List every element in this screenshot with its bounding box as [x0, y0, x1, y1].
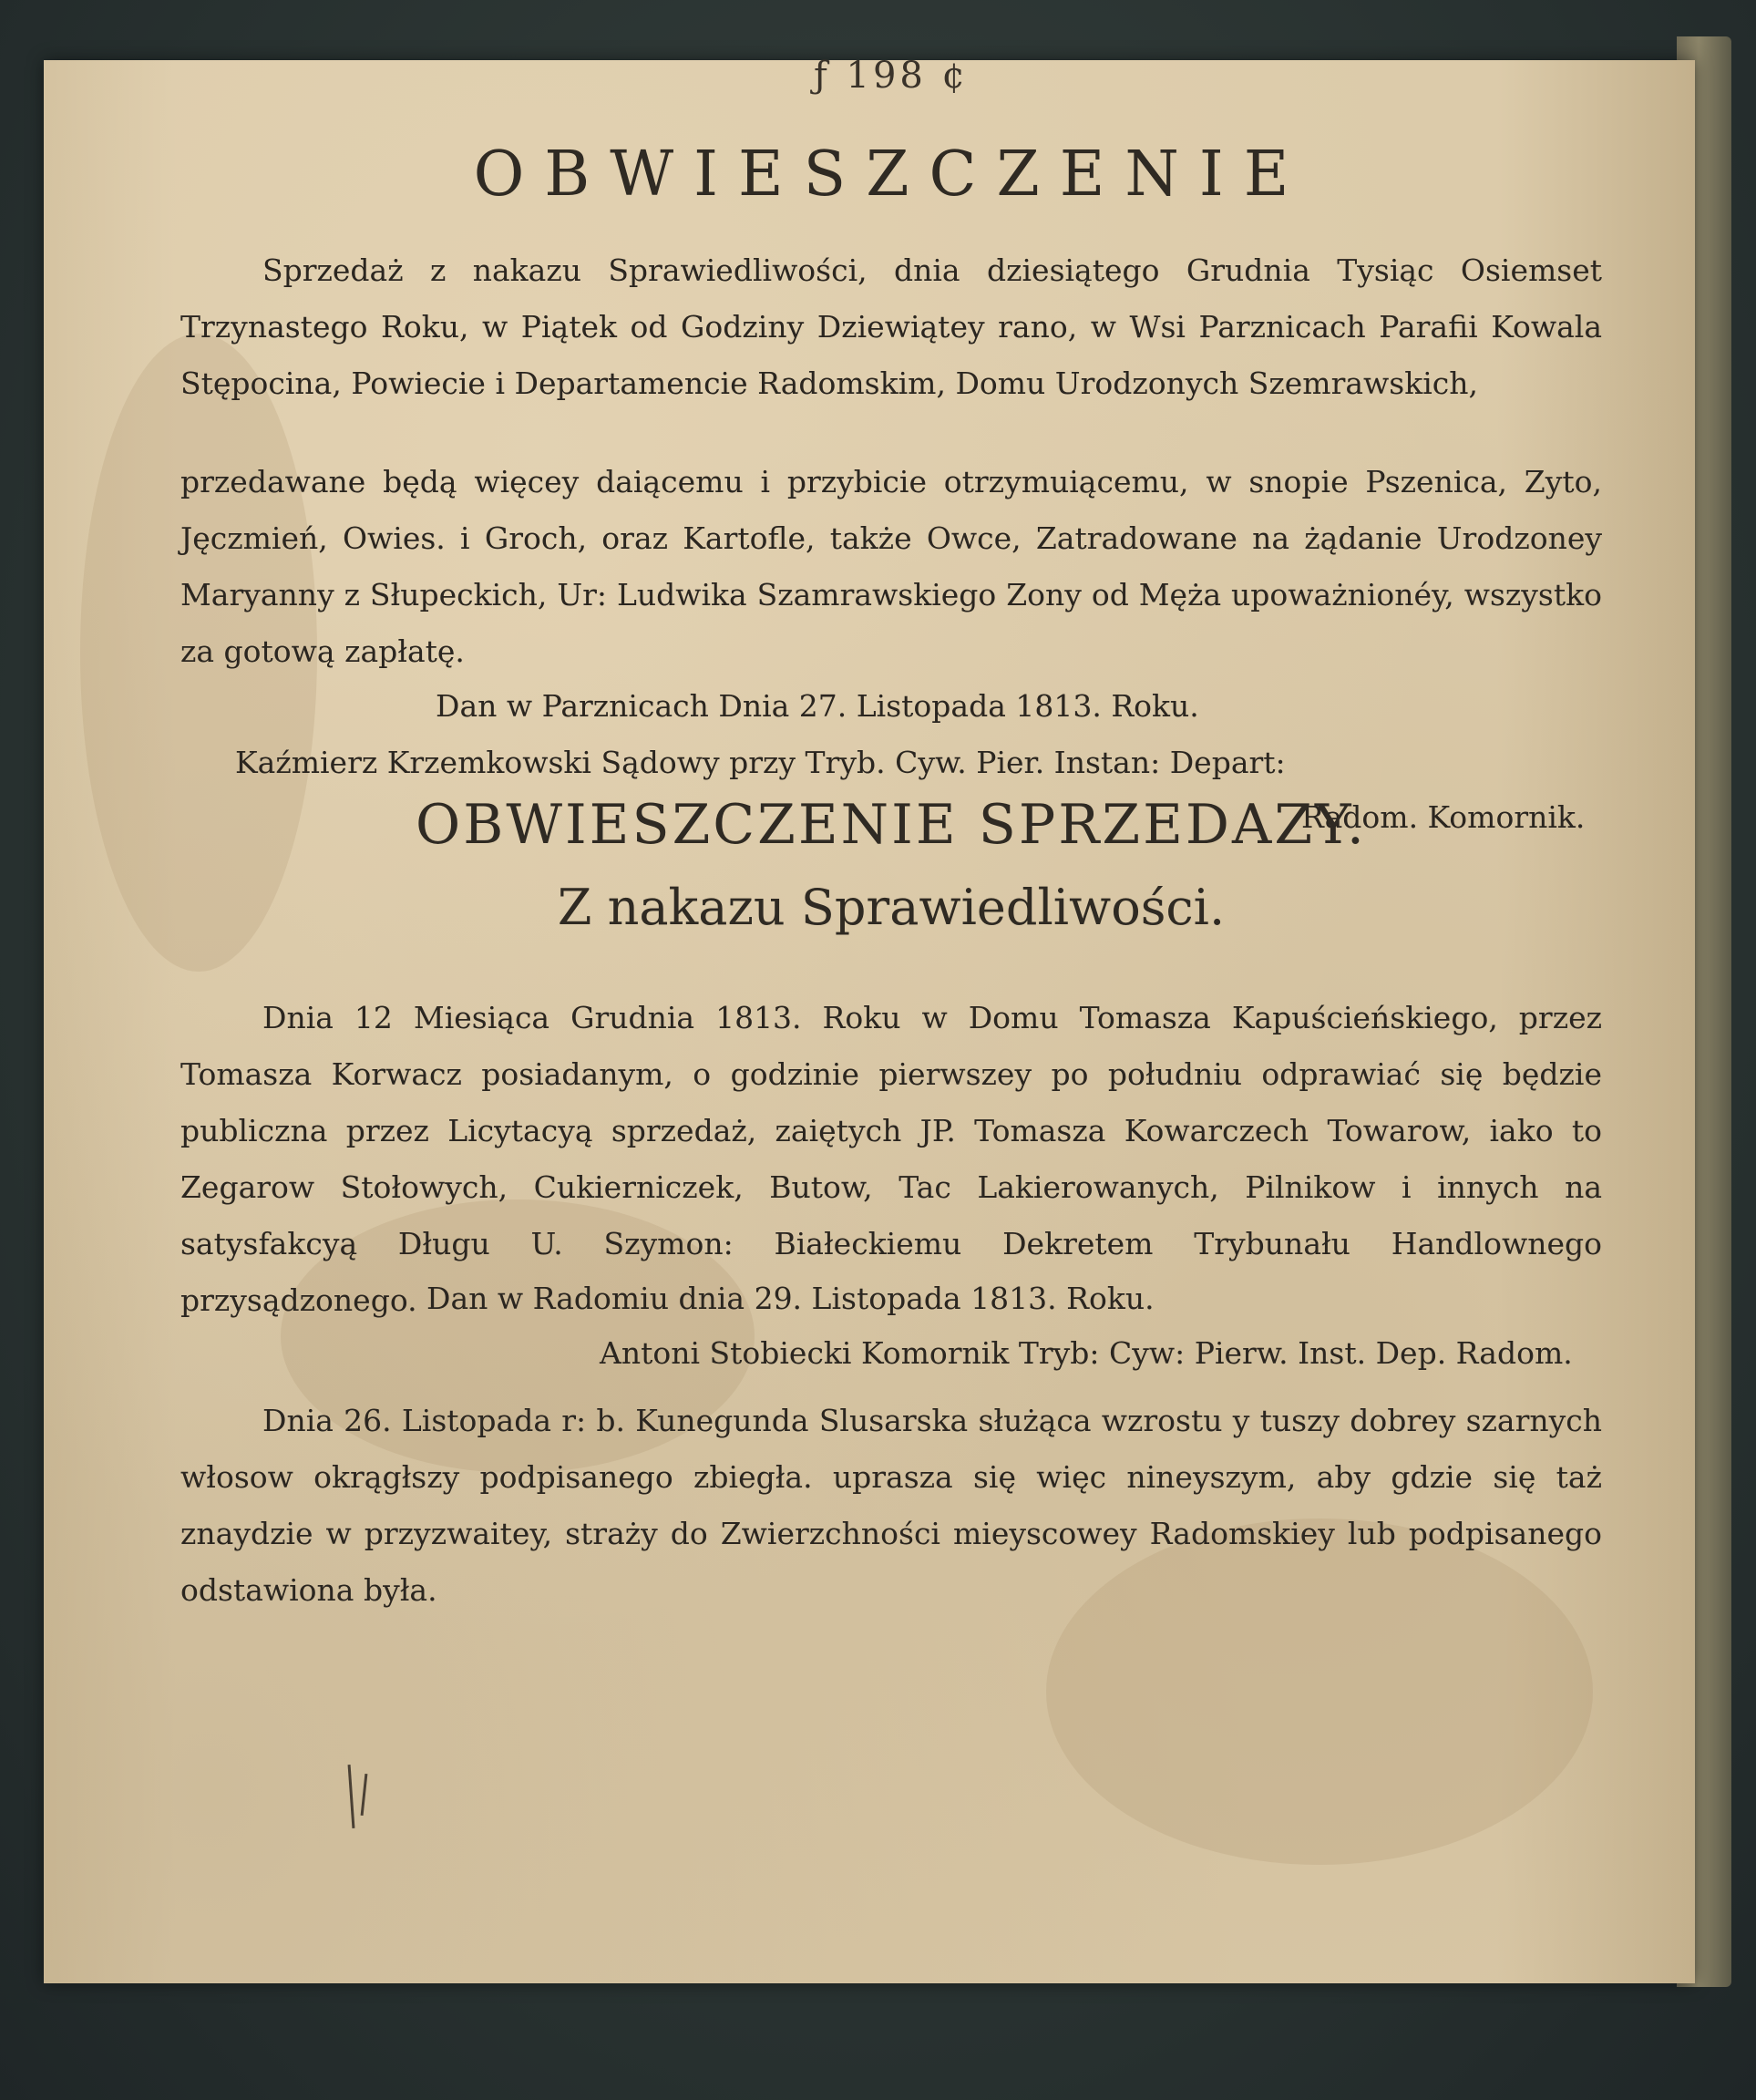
notice-2-subtitle: Z nakazu Sprawiedliwości. [557, 879, 1226, 936]
notice-2-signature: Antoni Stobiecki Komornik Tryb: Cyw: Pierw. Inst. Dep. Radom. [600, 1335, 1573, 1371]
notice-1-title: OBWIESZCZENIE [473, 139, 1309, 211]
notice-2-title: OBWIESZCZENIE SPRZEDAZY. [416, 793, 1367, 857]
ink-mark [348, 1765, 355, 1828]
notice-1-signature-role: Radom. Komornik. [1301, 799, 1586, 835]
page-number: ƒ 198 ¢ [813, 55, 970, 97]
notice-1-paragraph-2: przedawane będą więcey daiącemu i przybicie otrzymuiącemu, w snopie Pszenica, Zyto, Jęczmień, Owies. i Groch, oraz Kartofle, także Owce, Zatradowane na żądanie Urodzoney Maryanny z Słupeckich, Ur: Ludwika Szamrawskiego Zony od Męża upoważnionéy, wszystko za gotową zapłatę. [180, 464, 1602, 669]
notice-1-signature: Kaźmierz Krzemkowski Sądowy przy Tryb. Cyw. Pier. Instan: Depart: [235, 745, 1286, 780]
document-page [44, 55, 1695, 1983]
notice-2-paragraph: Dnia 12 Miesiąca Grudnia 1813. Roku w Domu Tomasza Kapuścieńskiego, przez Tomasza Korwacz posiadanym, o godzinie pierwszey po południu odprawiać się będzie publiczna przez Licytacyą sprzedaż, zaiętych JP. Tomasza Kowarczech Towarow, iako to Zegarow Stołowych, Cukierniczek, Butow, Tac Lakierowanych, Pilnikow i innych na satysfakcyą Długu U. Szymon: Białeckiemu Dekretem Trybunału Handlownego przysądzonego. [180, 1000, 1602, 1318]
notice-1-date: Dan w Parznicach Dnia 27. Listopada 1813. Roku. [436, 688, 1199, 724]
notice-2-date: Dan w Radomiu dnia 29. Listopada 1813. Roku. [426, 1281, 1155, 1316]
ink-mark [361, 1774, 368, 1816]
notice-1-paragraph-1: Sprzedaż z nakazu Sprawiedliwości, dnia dziesiątego Grudnia Tysiąc Osiemset Trzynastego Roku, w Piątek od Godziny Dziewiątey rano, w Wsi Parznicach Parafii Kowala Stępocina, Powiecie i Departamencie Radomskim, Domu Urodzonych Szemrawskich, [180, 252, 1602, 401]
notice-3-paragraph: Dnia 26. Listopada r: b. Kunegunda Slusarska służąca wzrostu y tuszy dobrey szarnych włosow okrągłszy podpisanego zbiegła. uprasza się więc nineyszym, aby gdzie się taż znaydzie w przyzwaitey, straży do Zwierzchności mieyscowey Radomskiey lub podpisanego odstawiona była. [180, 1403, 1602, 1608]
